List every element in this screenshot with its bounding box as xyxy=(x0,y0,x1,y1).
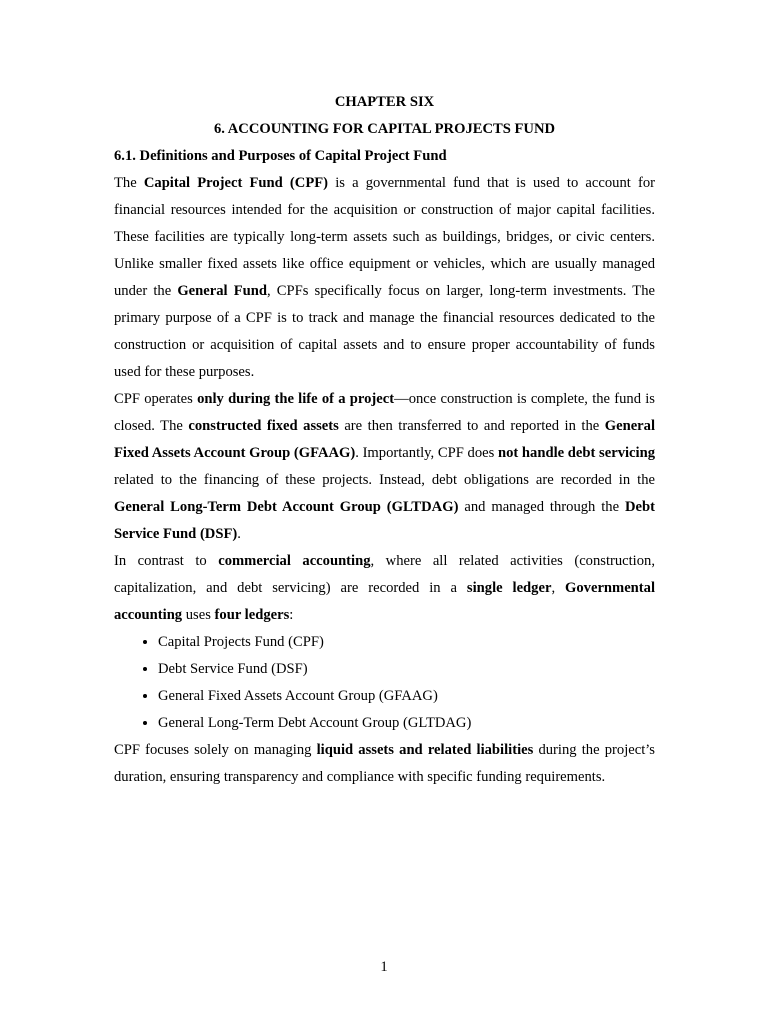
bold-term: not handle debt servicing xyxy=(497,445,655,461)
bold-term: constructed fixed assets xyxy=(188,418,339,434)
text-run: , CPFs specifically focus on larger, long-term investments. The primary purpose of a CPF is to track and manage the financial resources dedicated to the construction or acquisition of capital assets and to ensure proper accountability of funds used for these purposes. xyxy=(114,283,655,380)
text-run: CPF focuses solely on managing xyxy=(114,742,317,758)
bold-term: liquid assets and related liabilities xyxy=(316,742,534,758)
paragraph-ledger-contrast xyxy=(114,548,655,629)
text-run: —once construction is complete, the fund is closed. The xyxy=(114,391,655,434)
paragraph-cpf-definition xyxy=(114,170,655,386)
ledger-list xyxy=(114,629,655,737)
text-run: and managed through the xyxy=(458,499,625,515)
document-page xyxy=(114,89,655,791)
text-run: : xyxy=(289,607,294,623)
section-title: 6.1. Definitions and Purposes of Capital Project Fund xyxy=(114,148,447,164)
paragraph-cpf-focus xyxy=(114,737,655,791)
bold-term: Capital Project Fund (CPF) xyxy=(143,175,329,191)
text-run: during the project’s duration, ensuring transparency and compliance with specific funding requirements. xyxy=(114,742,655,785)
text-run: uses xyxy=(182,607,215,623)
list-item: • Debt Service Fund (DSF) xyxy=(158,656,655,683)
bold-term: Debt Service Fund (DSF) xyxy=(114,499,655,542)
bold-term: commercial accounting xyxy=(218,553,371,569)
page-number: 1 xyxy=(380,959,388,975)
list-item: • General Long-Term Debt Account Group (GLTDAG) xyxy=(158,710,655,737)
list-item: • Capital Projects Fund (CPF) xyxy=(158,629,655,656)
chapter-title: CHAPTER SIX xyxy=(334,94,435,110)
paragraph-cpf-operation xyxy=(114,386,655,548)
text-run: CPF operates xyxy=(114,391,198,407)
text-run: . xyxy=(237,526,241,542)
list-item: • General Fixed Assets Account Group (GFAAG) xyxy=(158,683,655,710)
text-run: is a governmental fund that is used to account for financial resources intended for the acquisition or construction of major capital facilities. These facilities are typically long-term assets such as buildings, bridges, or civic centers. Unlike smaller fixed assets like office equipment or vehicles, which are usually managed under the xyxy=(114,175,655,299)
bold-term: General Long-Term Debt Account Group (GLTDAG) xyxy=(114,499,459,515)
bold-term: only during the life of a project xyxy=(197,391,395,407)
bold-term: General Fixed Assets Account Group (GFAAG) xyxy=(114,418,656,461)
bold-term: single ledger xyxy=(466,580,552,596)
text-run: related to the financing of these projects. Instead, debt obligations are recorded in the xyxy=(114,472,655,488)
text-run: are then transferred to and reported in the xyxy=(338,418,605,434)
text-run: , where all related activities (construction, capitalization, and debt servicing) are recorded in a xyxy=(114,553,655,596)
text-run: . Importantly, CPF does xyxy=(355,445,498,461)
chapter-subtitle: 6. ACCOUNTING FOR CAPITAL PROJECTS FUND xyxy=(213,121,556,137)
bold-term: four ledgers xyxy=(214,607,290,623)
text-run: , xyxy=(551,580,566,596)
text-run: In contrast to xyxy=(114,553,219,569)
text-run: The xyxy=(114,175,144,191)
bold-term: General Fund xyxy=(177,283,267,299)
bold-term: Governmental accounting xyxy=(114,580,655,623)
